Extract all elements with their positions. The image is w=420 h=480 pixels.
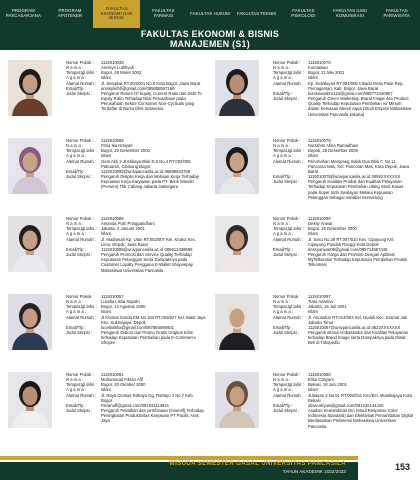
info-label: Email/Tlp : xyxy=(273,246,293,252)
info-label: Judul Skripsi : xyxy=(66,408,93,414)
page-title xyxy=(0,28,420,50)
info-label: A g a m a : xyxy=(66,231,87,237)
student-info xyxy=(273,294,413,346)
student-name: Dessy Anwar xyxy=(308,221,333,227)
info-label: A g a m a : xyxy=(273,75,294,81)
student-id: 1115010057 xyxy=(101,294,124,299)
info-label: N a m a : xyxy=(66,143,83,149)
email-phone: 1115010085@univpancasila.ac.id 08688623788 xyxy=(101,168,191,174)
email-phone: Fikranaff@gmail.com/081931114841 xyxy=(101,402,170,408)
email-phone: lucellalisha@gmail.com/087884090601 xyxy=(101,324,174,330)
info-label: Tempat,tgl.lahir : xyxy=(66,70,97,76)
religion: Islam xyxy=(308,231,319,237)
student-photo xyxy=(8,138,52,194)
email-phone: annisyluthfi@gmail.com/085888557196 xyxy=(101,85,175,91)
info-label: Nomor Pokok : xyxy=(66,138,94,143)
info-label: N a m a : xyxy=(273,377,290,383)
info-label: Email/Tlp : xyxy=(273,174,293,180)
birth-place-date: Bogor, 20 Oktober 2000 xyxy=(101,382,146,388)
nav-tab-hukum[interactable]: FAKULTAS HUKUM xyxy=(190,10,230,16)
thesis-title: Pengaruh Kualitas Produk dan Kualitas Pelayanan Terhadap Keputusan Pembelian Ulang Studi Kasus pada Super Indo Swalayan Melalui Kepuasan Pelanggan Sebagai Variabel Intervening xyxy=(308,179,404,200)
nav-tab-teknik[interactable]: FAKULTAS TEKNIK xyxy=(236,10,277,16)
thesis-title: Pengaruh Green Marketing, Brand Image dan Product Quality Terhadap Keputusan Pembelian Air Minum dalam Kemasan Merek Aqua (Studi Empiris Mahasiswa Universitas Pancasila Jakarta) xyxy=(308,96,412,117)
nav-tab-pascasarjana[interactable]: PROGRAM PASCASARJANA xyxy=(5,8,41,18)
info-label: Alamat Rumah : xyxy=(66,236,97,242)
religion: Islam xyxy=(101,387,112,393)
thesis-title: Pengaruh Return Of Equity, Current Ratio dan Debt To Equity Ratio Terhadap Nilai Perusahaan pada Perusahaan Sektor Consumer Non-Cyclicals yang Terdaftar di Bursa Efek Indonesia xyxy=(101,90,202,112)
thesis-title: Pengaruh Harga dan Promosi Dengan Aplikasi MyTelkomsel Terhadap Keputusan Pembelian Produk Telkomsel xyxy=(308,252,408,268)
info-label: Nomor Pokok : xyxy=(66,60,94,65)
birth-place-date: Bogor, 20 Desember 2000 xyxy=(101,148,150,154)
student-name: Lucella Listia Saputri xyxy=(101,299,140,305)
nav-tab-ilmu-komunikasi[interactable]: FAKULTAS ILMU KOMUNIKASI xyxy=(332,8,368,18)
info-row-home-address xyxy=(273,237,413,247)
info-label: N a m a : xyxy=(273,221,290,227)
home-address: Perumahan Mampang Indah Dua Blok C No.11, Pancoran Mas, Kel. Pancoran Mas, Kota Depok, Jawa Barat xyxy=(308,158,410,174)
info-label: Alamat Rumah : xyxy=(66,392,97,398)
email-phone: 1115010097@univpancasila.ac.id 0822XXXXXXX xyxy=(308,324,401,330)
info-label: Email/Tlp : xyxy=(273,324,293,330)
info-label: Alamat Rumah : xyxy=(66,314,97,320)
student-photo xyxy=(8,60,52,116)
info-label: Email/Tlp : xyxy=(66,168,86,174)
student-info xyxy=(273,372,413,429)
thesis-title: Pengaruh Disiplin Kerja dan Motivasi Kerja Terhadap Kepuasan Kerja Karyawan pada PT. Bank Mandiri (Persero) Tbk Cabang Jakarta Jatinegara xyxy=(101,174,199,190)
student-id: 1115010076 xyxy=(308,60,331,65)
birth-place-date: Bogor, 28 Maret 2002 xyxy=(101,70,142,76)
info-label: A g a m a : xyxy=(273,231,294,237)
student-id: 1115010088 xyxy=(308,372,331,377)
info-label: Judul Skripsi : xyxy=(66,90,93,96)
religion: Islam xyxy=(101,153,112,159)
student-info xyxy=(273,216,413,268)
student-id: 1115010086 xyxy=(101,216,124,221)
birth-place-date: Jakarta, 4 Januari 2001 xyxy=(101,226,145,232)
info-label: Email/Tlp : xyxy=(66,85,86,91)
info-row-thesis-title xyxy=(66,330,206,345)
student-name: Tiara Adarina xyxy=(308,299,333,305)
info-label: A g a m a : xyxy=(66,153,87,159)
student-info xyxy=(66,216,206,273)
student-photo xyxy=(215,372,259,428)
info-row-thesis-title xyxy=(273,252,413,267)
student-photo xyxy=(215,138,259,194)
student-id: 1115010085 xyxy=(101,138,124,143)
birth-place-date: Bekasi, 18 Juni 2001 xyxy=(308,382,347,388)
info-label: Judul Skripsi : xyxy=(273,96,300,102)
email-phone: elisacahyani@gmail.com/081220144420 xyxy=(308,402,384,408)
religion: Islam xyxy=(308,309,319,315)
nav-tab-farmasi[interactable]: FAKULTAS FARMASI xyxy=(152,8,175,18)
page-title-line2: MANAJEMEN (S1) xyxy=(170,39,250,49)
info-label: Judul Skripsi : xyxy=(66,252,93,258)
info-row-home-address xyxy=(273,315,413,325)
info-label: N a m a : xyxy=(66,299,83,305)
info-label: A g a m a : xyxy=(66,309,87,315)
info-label: Nomor Pokok : xyxy=(273,60,301,65)
info-row-thesis-title xyxy=(66,408,206,423)
student-name: Fitria Ika Ismiyati xyxy=(101,143,133,149)
info-row-home-address xyxy=(273,393,413,403)
info-label: Email/Tlp : xyxy=(273,402,293,408)
student-photo xyxy=(215,294,259,350)
info-label: Nomor Pokok : xyxy=(273,372,301,377)
info-label: Nomor Pokok : xyxy=(273,294,301,299)
info-label: Email/Tlp : xyxy=(66,246,86,252)
nav-tab-ekonomi-bisnis[interactable]: FAKULTAS EKONOMI DAN BISNIS xyxy=(93,0,140,28)
info-label: Nomor Pokok : xyxy=(66,372,94,377)
birth-place-date: Depok, 25 Desember 2000 xyxy=(308,148,359,154)
nav-tab-apoteker[interactable]: PROGRAM APOTEKER xyxy=(57,8,83,18)
birth-place-date: Bogor, 14 Agustus 2000 xyxy=(101,304,146,310)
info-row-home-address xyxy=(273,159,413,174)
student-id: 1115010081 xyxy=(101,372,124,377)
info-row-thesis-title xyxy=(273,408,413,429)
home-address: Jl. Sasu No.29 RT.007/010 Kec. Cipayung Kel. Cipayung Pondok Ranggi Kota Depok xyxy=(308,236,395,247)
info-label: Tempat,tgl.lahir : xyxy=(66,226,97,232)
footer xyxy=(0,452,420,480)
religion: Islam xyxy=(101,309,112,315)
info-label: A g a m a : xyxy=(273,309,294,315)
student-name: Annisyn Luthfiyah xyxy=(101,65,135,71)
info-label: Email/Tlp : xyxy=(273,90,293,96)
student-id: 1115010078 xyxy=(308,138,331,143)
religion: Islam xyxy=(308,75,319,81)
thesis-title: Pengaruh Pelatihan dan pembinaan (Insentif) Terhadap Peningkatan Produktivitas Karyawan PT Pacific Aras Jaya xyxy=(101,408,204,424)
nav-tab-pariwisata[interactable]: FAKULTAS PARIWISATA xyxy=(383,8,410,18)
info-label: Alamat Rumah : xyxy=(273,392,304,398)
student-info xyxy=(66,138,206,190)
student-name: Kurniawan xyxy=(308,65,328,71)
student-photo xyxy=(215,216,259,272)
info-label: Tempat,tgl.lahir : xyxy=(66,304,97,310)
info-label: A g a m a : xyxy=(66,387,87,393)
religion: Islam xyxy=(308,387,319,393)
home-address: Jl Kramat Sunda KM No.184 RT.003/027 Kel. Bakti Jaya Kec. Sukmajaya, Depok xyxy=(101,314,206,325)
student-photo xyxy=(8,216,52,272)
info-row-home-address xyxy=(66,159,206,169)
student-id: 1115010048 xyxy=(101,60,124,65)
info-label: Tempat,tgl.lahir : xyxy=(273,70,304,76)
birth-place-date: Bogor, 25 Desember 2000 xyxy=(308,226,357,232)
info-label: Judul Skripsi : xyxy=(273,330,300,336)
info-label: A g a m a : xyxy=(66,75,87,81)
info-label: N a m a : xyxy=(273,299,290,305)
student-name: Muhammad Fikran Afif xyxy=(101,377,143,383)
thesis-title: Pengaruh Promosi dan Service Quality Terhadap Keputusan Pelanggan Serta Dampaknya pada Customer Loyalty Pengguna E-Wallet Shopeepay Mahasiswa Universitas Pancasila xyxy=(101,252,194,273)
info-label: Judul Skripsi : xyxy=(66,330,93,336)
info-row-thesis-title xyxy=(273,179,413,200)
religion: Islam xyxy=(101,231,112,237)
info-label: Tempat,tgl.lahir : xyxy=(273,148,304,154)
info-label: N a m a : xyxy=(66,65,83,71)
footer-subtitle: TAHUN AKADEMIK 2022/2023 xyxy=(282,469,346,474)
info-label: Email/Tlp : xyxy=(66,324,86,330)
info-row-home-address xyxy=(66,315,206,325)
info-label: Nomor Pokok : xyxy=(273,138,301,143)
home-address: Kp. Kebalayan RT.004/006 Cikadu Desa Pasir Rep, Pemagarsari, Kab. Bogor, Jawa Barat xyxy=(308,80,404,91)
info-row-home-address xyxy=(66,237,206,247)
info-label: Tempat,tgl.lahir : xyxy=(66,382,97,388)
thesis-title: Analisis Kemandirian Diri (Studi Response Color Indonesia Standard) dan Efektivitas Pemanfaatan Digital Berdasarkan Preferensi Mahasiswa Universitas Pancasila xyxy=(308,408,413,429)
info-label: Judul Skripsi : xyxy=(66,174,93,180)
home-address: Jl. Semplak RT.004/001 No.8 Kota Bogor, Jawa Barat xyxy=(101,80,201,86)
student-photo xyxy=(215,60,259,116)
page-title-line1: FAKULTAS EKONOMI & BISNIS xyxy=(140,29,280,39)
home-address: Jl.Bayan 2 No.51 RT.002/011 Kec/Kel. Mustikajaya Kota Bekasi xyxy=(308,392,412,403)
student-id: 1115010097 xyxy=(308,294,331,299)
thesis-title: Pengaruh Diskon dan Promo Gratis Ongkos Kirim terhadap Keputusan Pembelian pada E-Commerce Shopee xyxy=(101,330,196,346)
info-label: Nomor Pokok : xyxy=(66,216,94,221)
info-label: Tempat,tgl.lahir : xyxy=(66,148,97,154)
birth-place-date: Bogor, 21 Mei 2001 xyxy=(308,70,345,76)
info-row-thesis-title xyxy=(273,330,413,345)
nav-tab-psikologi[interactable]: FAKULTAS PSIKOLOGI xyxy=(291,8,316,18)
faculty-nav xyxy=(0,0,420,28)
email-phone: 1115010078@univpancasila.ac.id 0855XXXXXXX xyxy=(308,174,401,180)
home-address: Jl. Anusahar RT.014/003 Kel. Duduk Kec. Kramat Jati Jakarta Timur xyxy=(308,314,408,325)
student-photo xyxy=(8,372,52,428)
info-row-home-address xyxy=(66,393,206,403)
info-label: Tempat,tgl.lahir : xyxy=(273,304,304,310)
info-row-thesis-title xyxy=(66,91,206,112)
footer-title: WISUDA SEMESTER GASAL UNIVERSITAS PANCASILA xyxy=(169,460,346,467)
info-label: Nomor Pokok : xyxy=(66,294,94,299)
info-label: N a m a : xyxy=(66,377,83,383)
student-name: Elisa Cahyani xyxy=(308,377,334,383)
home-address: Gem Akri 2 Jl.Srikaya Blok D.6 No.4 RT.002/008 Pabuaran, Cibinong Bogor xyxy=(101,158,191,169)
info-row-home-address xyxy=(273,81,413,91)
info-label: Tempat,tgl.lahir : xyxy=(273,226,304,232)
student-info xyxy=(273,60,413,117)
info-label: Alamat Rumah : xyxy=(273,314,304,320)
info-label: N a m a : xyxy=(66,221,83,227)
student-name: Nurrahim Afina Ramadhani xyxy=(308,143,359,149)
info-label: Alamat Rumah : xyxy=(273,80,304,86)
home-address: Jl. Raya Ciomas Rahayu Gg. Rahayu 3 No.7 Kab. Bogor xyxy=(101,392,194,403)
info-label: A g a m a : xyxy=(273,387,294,393)
student-info xyxy=(66,372,206,424)
info-label: Judul Skripsi : xyxy=(273,408,300,414)
birth-place-date: Jakarta, 15 Juli 2001 xyxy=(308,304,347,310)
info-label: Judul Skripsi : xyxy=(273,252,300,258)
info-label: Judul Skripsi : xyxy=(273,179,300,185)
page-number: 153 xyxy=(394,462,410,472)
student-info xyxy=(66,60,206,112)
info-row-thesis-title xyxy=(66,174,206,189)
email-phone: 1115010086@univpancasila.ac.id 085612438698 xyxy=(101,246,193,252)
info-label: Alamat Rumah : xyxy=(273,158,304,164)
religion: Islam xyxy=(101,75,112,81)
info-label: Email/Tlp : xyxy=(66,402,86,408)
info-label: Tempat,tgl.lahir : xyxy=(273,382,304,388)
info-label: Nomor Pokok : xyxy=(273,216,301,221)
info-label: A g a m a : xyxy=(273,153,294,159)
info-label: Alamat Rumah : xyxy=(273,236,304,242)
home-address: Jl. Madrasah Kp. Utan RT.002/007 Kel. Krukut Kec. Limo, Depok, Jawa Barat xyxy=(101,236,197,247)
student-name: Amanda Putri Pringgandhani xyxy=(101,221,155,227)
student-info xyxy=(66,294,206,346)
info-row-thesis-title xyxy=(66,252,206,273)
info-row-thesis-title xyxy=(273,96,413,117)
email-phone: kurniawanbro123@gmail.com/085773440807 xyxy=(308,90,393,96)
student-photo xyxy=(8,294,52,350)
email-phone: dessyanwar09@gmail.com/085713667448 xyxy=(308,246,388,252)
religion: Islam xyxy=(308,153,319,159)
info-label: Alamat Rumah : xyxy=(66,158,97,164)
info-label: N a m a : xyxy=(273,143,290,149)
thesis-title: Pengaruh Brand Ambassador dan Kualitas Pelayanan terhadap Brand Image serta Dampaknya pada Minat Beli di Tokopedia xyxy=(308,330,409,346)
info-label: N a m a : xyxy=(273,65,290,71)
student-id: 1115010096 xyxy=(308,216,331,221)
info-label: Alamat Rumah : xyxy=(66,80,97,86)
student-info xyxy=(273,138,413,200)
